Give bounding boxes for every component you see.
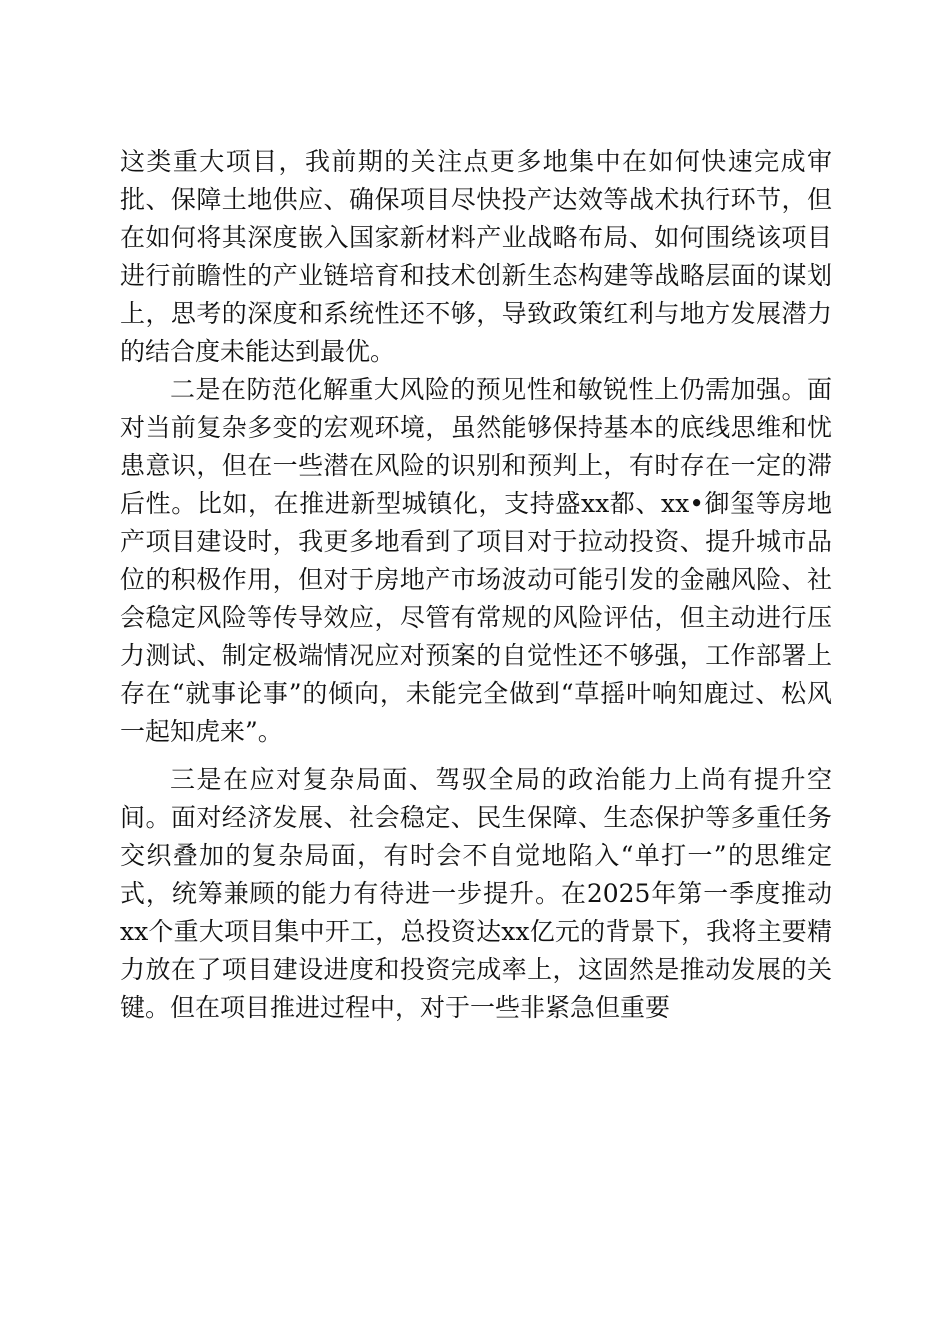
document-body	[120, 143, 832, 1027]
paragraph-political-ability: 三是在应对复杂局面、驾驭全局的政治能力上尚有提升空间。面对经济发展、社会稳定、民生保障、生态保护等多重任务交织叠加的复杂局面，有时会不自觉地陷入“单打一”的思维定式，统筹兼顾的能力有待进一步提升。在2025年第一季度推动xx个重大项目集中开工，总投资达xx亿元的背景下，我将主要精力放在了项目建设进度和投资完成率上，这固然是推动发展的关键。但在项目推进过程中，对于一些非紧急但重要	[120, 765, 832, 1022]
paragraph-risk-prevention: 二是在防范化解重大风险的预见性和敏锐性上仍需加强。面对当前复杂多变的宏观环境，虽然能够保持基本的底线思维和忧患意识，但在一些潜在风险的识别和预判上，有时存在一定的滞后性。比如，在推进新型城镇化，支持盛xx都、xx•御玺等房地产项目建设时，我更多地看到了项目对于拉动投资、提升城市品位的积极作用，但对于房地产市场波动可能引发的金融风险、社会稳定风险等传导效应，尽管有常规的风险评估，但主动进行压力测试、制定极端情况应对预案的自觉性还不够强，工作部署上存在“就事论事”的倾向，未能完全做到“草摇叶响知鹿过、松风一起知虎来”。	[120, 375, 832, 746]
paragraph-continued: 这类重大项目，我前期的关注点更多地集中在如何快速完成审批、保障土地供应、确保项目尽快投产达效等战术执行环节，但在如何将其深度嵌入国家新材料产业战略布局、如何围绕该项目进行前瞻性的产业链培育和技术创新生态构建等战略层面的谋划上，思考的深度和系统性还不够，导致政策红利与地方发展潜力的结合度未能达到最优。	[120, 147, 832, 366]
